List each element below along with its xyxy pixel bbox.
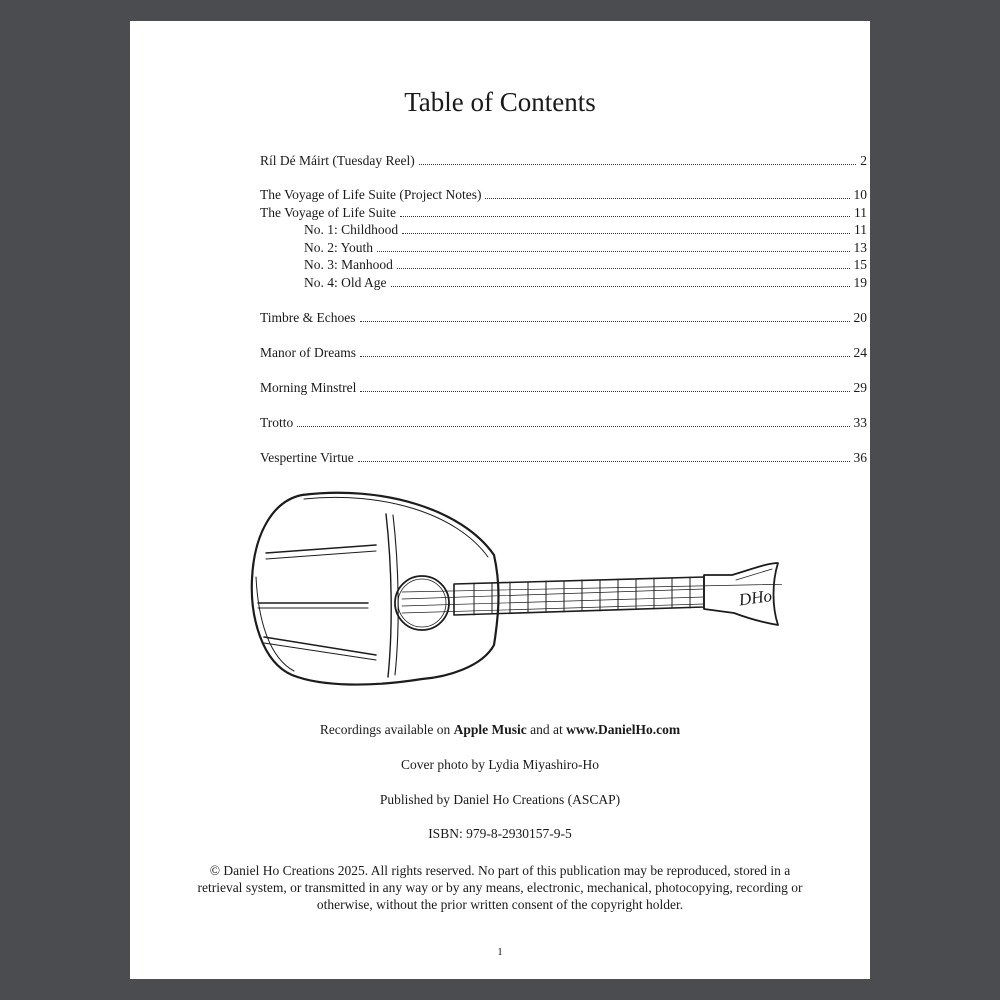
document-page: [130, 21, 870, 979]
toc-leader: [358, 450, 850, 462]
toc-entry: [260, 186, 867, 203]
page-title: Table of Contents: [404, 87, 596, 117]
toc-leader: [485, 187, 849, 199]
toc-entry-page: 24: [853, 345, 867, 360]
toc-entry: [260, 414, 867, 431]
toc-entry-page: 36: [853, 450, 867, 465]
toc-entry-label: Trotto: [260, 415, 294, 430]
toc-entry-page: 10: [853, 187, 867, 202]
recordings-middle: and at: [526, 722, 567, 737]
toc-entry-page: 20: [853, 310, 867, 325]
recordings-prefix: Recordings available on: [319, 722, 454, 737]
toc-entry-label: Manor of Dreams: [260, 345, 356, 360]
toc-leader: [419, 153, 857, 165]
toc-entry-page: 15: [853, 257, 867, 272]
toc-entry: [260, 309, 867, 326]
toc-entry: [260, 449, 867, 466]
recordings-service: Apple Music: [453, 722, 527, 737]
toc-entry: [260, 204, 867, 221]
cover-photo-credit: Cover photo by Lydia Miyashiro-Ho: [401, 757, 599, 772]
recordings-line: [130, 721, 870, 738]
toc-leader: [297, 415, 849, 427]
page-number: 1: [497, 946, 503, 958]
toc-entry-label: Vespertine Virtue: [260, 450, 354, 465]
recordings-website: www.DanielHo.com: [566, 722, 681, 737]
copyright-notice: © Daniel Ho Creations 2025. All rights reserved. No part of this publication may be reproduced, stored in a retrieval system, or transmitted in any way or by any means, electronic, mechanical, photocopying, recording or otherwise, without the prior written consent of the copyright holder.: [197, 863, 803, 912]
toc-leader: [360, 310, 850, 322]
toc-entry-label: No. 1: Childhood: [304, 222, 399, 237]
isbn-line: ISBN: 979-8-2930157-9-5: [428, 826, 572, 841]
toc-subentry: [260, 239, 867, 256]
toc-leader: [400, 205, 850, 217]
toc-subentry: [260, 256, 867, 273]
toc-entry-page: 11: [854, 205, 867, 220]
toc-entry-page: 33: [853, 415, 867, 430]
toc-entry-page: 29: [853, 380, 867, 395]
toc-entry-label: No. 3: Manhood: [304, 257, 393, 272]
toc-entry-page: 11: [854, 222, 867, 237]
publisher-line: Published by Daniel Ho Creations (ASCAP): [379, 792, 621, 807]
toc-entry-label: The Voyage of Life Suite (Project Notes): [260, 187, 482, 202]
toc-entry-label: Ríl Dé Máirt (Tuesday Reel): [260, 153, 415, 168]
toc-subentry: [260, 221, 867, 238]
toc-entry-page: 2: [860, 153, 867, 168]
toc-leader: [402, 222, 850, 234]
toc-leader: [397, 257, 850, 269]
toc-entry-label: No. 4: Old Age: [304, 275, 387, 290]
toc-leader: [360, 345, 850, 357]
toc-entry-label: Timbre & Echoes: [260, 310, 356, 325]
toc-entry-label: No. 2: Youth: [304, 240, 374, 255]
headstock-logo: DHo: [737, 586, 774, 610]
toc-entry-page: 13: [853, 240, 867, 255]
toc-leader: [360, 380, 849, 392]
toc-entry: [260, 344, 867, 361]
toc-subentry: [260, 274, 867, 291]
toc-leader: [391, 275, 850, 287]
toc-entry-page: 19: [853, 275, 867, 290]
toc-leader: [377, 240, 849, 252]
toc-entry: [260, 379, 867, 396]
toc-entry-label: Morning Minstrel: [260, 380, 357, 395]
toc-entry: [260, 152, 867, 169]
toc-entry-label: The Voyage of Life Suite: [260, 205, 396, 220]
ukulele-illustration: [242, 487, 782, 687]
